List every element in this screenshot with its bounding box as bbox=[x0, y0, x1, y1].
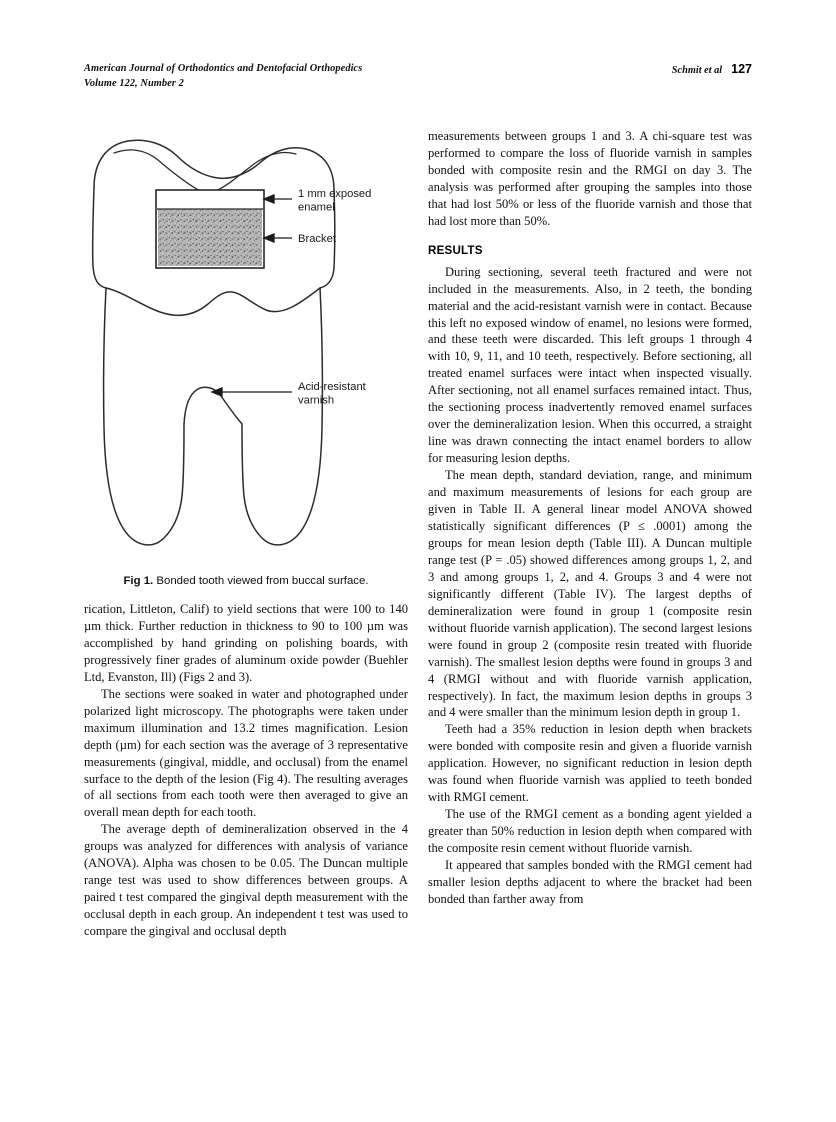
paragraph: The use of the RMGI cement as a bonding agent yielded a greater than 50% reduction in lesion depth when compared with the composite resin cement without fluoride varnish. bbox=[428, 807, 752, 856]
callout-2-line1: Acid-resistant bbox=[298, 381, 366, 393]
bracket-window bbox=[156, 190, 264, 268]
figure-caption-label: Fig 1. bbox=[123, 575, 154, 587]
journal-title-line1: American Journal of Orthodontics and Dentofacial Orthopedics bbox=[84, 63, 363, 74]
callout-varnish bbox=[212, 388, 292, 396]
bracket-body-texture bbox=[158, 209, 262, 266]
figure-caption-text: Bonded tooth viewed from buccal surface. bbox=[156, 575, 369, 587]
left-column bbox=[84, 128, 408, 940]
paragraph: measurements between groups 1 and 3. A chi-square test was performed to compare the loss of fluoride varnish in samples bonded with composite resin and the RMGI on day 3. The analysis was performed after grouping the samples into those that had lost 50% or less of the fluoride varnish and those that had lost more than 50%. bbox=[428, 129, 752, 228]
paragraph: The average depth of demineralization observed in the 4 groups was analyzed for differences with analysis of variance (ANOVA). Alpha was chosen to be 0.05. The Duncan multiple range test was used to show differences between groups. A paired t test compared the gingival depth measurement with the occlusal depth in each group. An independent t test was used to compare the gingival and occlusal depth bbox=[84, 822, 408, 939]
figure-caption bbox=[84, 574, 408, 589]
figure-1 bbox=[84, 128, 408, 568]
running-head-right bbox=[672, 62, 752, 76]
callout-2-line2: varnish bbox=[298, 394, 335, 407]
callout-exposed-enamel-label bbox=[298, 188, 374, 214]
paragraph: The sections were soaked in water and photographed under polarized light microscopy. The photographs were taken under maximum illumination and 13.2 times magnification. Lesion depth (µm) for each section was the average of 3 representative measurements (gingival, middle, and occlusal) from the enamel surface to the depth of the lesion (Fig 4). The resulting averages of all sections from each tooth were then averaged to give an overall mean depth for each tooth. bbox=[84, 686, 408, 820]
right-column-body bbox=[428, 128, 752, 908]
paragraph: Teeth had a 35% reduction in lesion depth when brackets were bonded with composite resin and given a fluoride varnish application. However, no significant reduction in lesion depth was found when fluoride varnish was applied to teeth bonded with RMGI cement. bbox=[428, 722, 752, 805]
callout-bracket-label: Bracket bbox=[298, 233, 336, 245]
paragraph: rication, Littleton, Calif) to yield sections that were 100 to 140 µm thick. Further reduction in thickness to 90 to 100 µm was accomplished by hand grinding on polishing boards, with progressively finer grades of aluminum oxide powder (Buehler Ltd, Evanston, Ill) (Figs 2 and 3). bbox=[84, 602, 408, 684]
section-heading-results: RESULTS bbox=[428, 243, 483, 257]
occlusal-groove-lines bbox=[114, 150, 296, 191]
running-head bbox=[84, 62, 752, 100]
paragraph: It appeared that samples bonded with the RMGI cement had smaller lesion depths adjacent to where the bracket had been bonded than farther away from bbox=[428, 858, 752, 906]
callout-0-line2: enamel bbox=[298, 201, 335, 214]
exposed-enamel-strip bbox=[158, 192, 262, 209]
authors-running-head: Schmit et al bbox=[671, 65, 723, 76]
paragraph: During sectioning, several teeth fractured and were not included in the measurements. Also, in 2 teeth, the bonding material and the acid-resistant varnish were in contact. Because this left no exposed window of enamel, no lesions were formed, and these teeth were discarded. This left groups 1 through 4 with 10, 9, 11, and 10 teeth, respectively. Before sectioning, all treated enamel surfaces were intact when inspected visually. After sectioning, not all enamel surfaces remained intact. Thus, the sectioning process inadvertently removed enamel surfaces over the demineralization lesion. When this occurred, a straight line was drawn connecting the intact enamel borders to allow for measuring lesion depths. bbox=[428, 264, 752, 466]
paragraph: The mean depth, standard deviation, range, and minimum and maximum measurements of lesions for each group are given in Table II. A general linear model ANOVA showed statistically significant differences (P ≤ .0001) among the groups for mean lesion depth (Table III). A Duncan multiple range test (P = .05) showed differences among groups 1, 2, and 3 and among groups 1, 2, and 4. Groups 3 and 4 were not significantly different (Table IV). The largest depths of demineralization were found in group 1 (composite resin without fluoride varnish application). The second largest lesions were found in group 2 (composite resin treated with fluoride varnish). The smallest lesion depths were found in groups 3 and 4 (RMGI without and with fluoride varnish application, respectively). In fact, the maximum lesion depths in groups 3 and 4 were smaller than the minimum lesion depth in group 1. bbox=[428, 468, 752, 720]
callout-0-line1: 1 mm exposed bbox=[298, 188, 372, 200]
callout-varnish-label bbox=[298, 381, 369, 407]
callout-exposed-enamel bbox=[264, 195, 292, 203]
tooth-diagram bbox=[84, 128, 408, 568]
journal-title bbox=[84, 62, 362, 91]
journal-volume-issue: Volume 122, Number 2 bbox=[84, 77, 184, 89]
left-column-body bbox=[84, 601, 408, 940]
right-column bbox=[428, 128, 752, 908]
page-number: 127 bbox=[731, 62, 752, 76]
callout-bracket bbox=[264, 234, 292, 242]
